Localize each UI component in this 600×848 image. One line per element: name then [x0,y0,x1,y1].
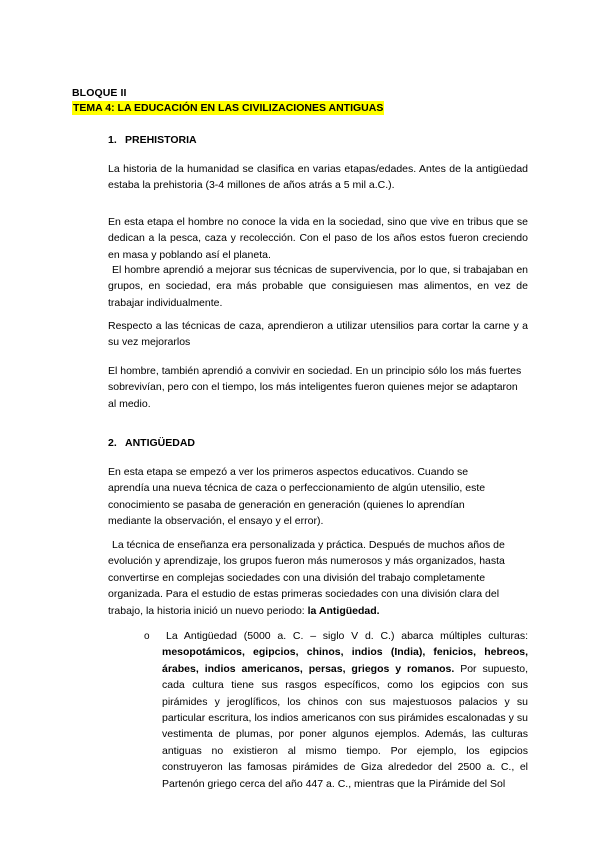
section-heading-antiguedad [108,436,195,450]
paragraph-bold-text: la Antigüedad. [307,604,380,617]
bullet-rest-text: Por supuesto, cada cultura tiene sus rasgos específicos, como los egipcios con sus pirámides y jeroglíficos, los chinos con sus majestuosos palacios y su particular escritura, los indios americanos con sus pirámides escalonadas y su vestimenta de plumas, por poner algunos ejemplos. Además, las culturas antiguas no existieron al mismo tiempo. Por ejemplo, los egipcios construyeron las famosas pirámides de Giza alrededor del 2500 a. C., el Partenón griego cerca del año 447 a. C., mientras que la Pirámide del Sol [162,662,528,790]
paragraph: En esta etapa se empezó a ver los primeros aspectos educativos. Cuando se aprendía una nueva técnica de caza o perfeccionamiento de algún utensilio, este conocimiento se pasaba de generación en generación (quienes lo aprendían mediante la observación, el ensayo y el error). [108,466,486,528]
paragraph: La historia de la humanidad se clasifica en varias etapas/edades. Antes de la antigüedad estaba la prehistoria (3-4 millones de años atrás a 5 mil a.C.). [108,163,528,192]
paragraph: El hombre, también aprendió a convivir en sociedad. En un principio sólo los más fuertes sobrevivían, pero con el tiempo, los más inteligentes fueron quienes mejor se adaptaron al medio. [108,365,522,410]
paragraph: El hombre aprendió a mejorar sus técnicas de supervivencia, por lo que, si trabajaban en grupos, en sociedad, era más probable que consiguiesen mas alimentos, en vez de trabajar individualmente. [108,264,528,309]
block-label: BLOQUE II [72,87,127,99]
paragraph: Respecto a las técnicas de caza, aprendieron a utilizar utensilios para cortar la carne y a su vez mejorarlos [108,320,528,349]
section-heading-prehistoria [108,133,197,147]
topic-title-highlighted: TEMA 4: LA EDUCACIÓN EN LAS CIVILIZACIONES ANTIGUAS [73,102,384,114]
section-number: 2. [108,437,117,449]
section-number: 1. [108,134,117,146]
bullet-circle-icon: o [144,631,150,642]
bullet-intro-text: La Antigüedad (5000 a. C. – siglo V d. C.) abarca múltiples culturas: [166,630,528,642]
section-title: ANTIGÜEDAD [125,437,195,449]
bullet-paragraph [162,628,528,792]
paragraph [108,537,520,619]
paragraph-text: La técnica de enseñanza era personalizada y práctica. Después de muchos años de evolución y aprendizaje, los grupos fueron más numerosos y más organizados, hasta convertirse en complejas sociedades con una división del trabajo completamente organizada. Para el estudio de estas primeras sociedades con una división clara del trabajo, la historia inició un nuevo periodo: [108,539,505,617]
section-title: PREHISTORIA [125,134,197,146]
bullet-bold-cultures: mesopotámicos, egipcios, chinos, indios (India), fenicios, hebreos, árabes, indios americanos, persas, griegos y romanos. [162,646,528,675]
paragraph: En esta etapa el hombre no conoce la vida en la sociedad, sino que vive en tribus que se dedican a la pesca, caza y recolección. Con el paso de los años estos fueron creciendo en masa y poblando así el planeta. [108,216,528,261]
